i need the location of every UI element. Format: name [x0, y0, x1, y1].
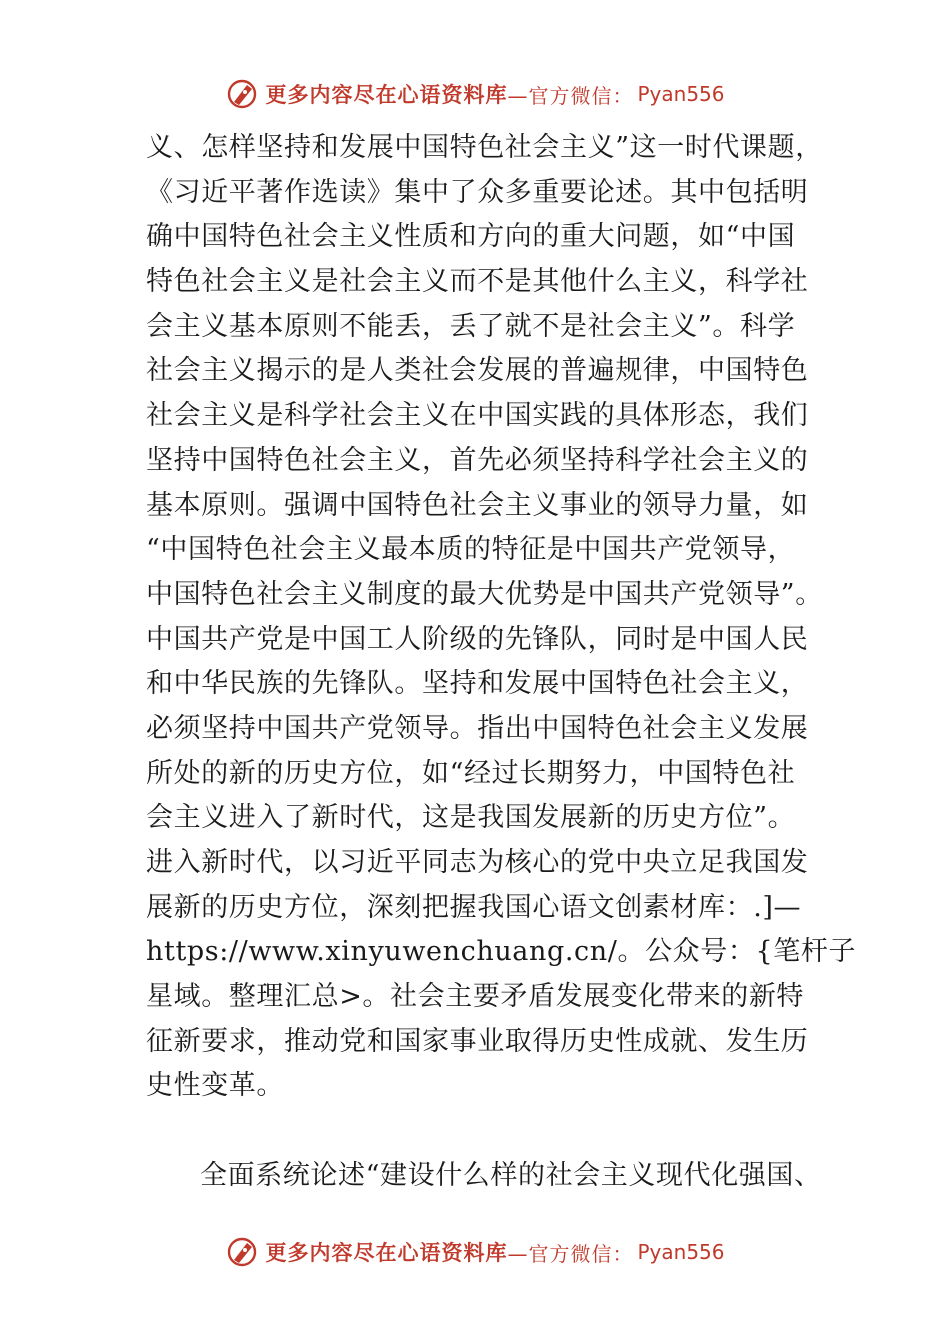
body-line: 会主义基本原则不能丢，丢了就不是社会主义”。科学 — [146, 310, 796, 342]
body-line: 中国共产党是中国工人阶级的先锋队，同时是中国人民 — [146, 623, 809, 655]
body-line: 和中华民族的先锋队。坚持和发展中国特色社会主义， — [146, 668, 809, 700]
body-line: 必须坚持中国共产党领导。指出中国特色社会主义发展 — [146, 712, 809, 744]
footer-banner-wechat-id: Pyan556 — [637, 1240, 725, 1264]
body-line: 展新的历史方位，深刻把握我国心语文创素材库：.]— — [146, 891, 802, 923]
body-line: 进入新时代，以习近平同志为核心的党中央立足我国发 — [146, 847, 809, 878]
paragraph-gap — [146, 1109, 814, 1154]
header-banner — [0, 74, 950, 114]
body-line: 社会主义是科学社会主义在中国实践的具体形态，我们 — [146, 400, 809, 432]
body-line: 坚持中国特色社会主义，首先必须坚持科学社会主义的 — [146, 444, 809, 476]
body-line: 征新要求，推动党和国家事业取得历史性成就、发生历 — [146, 1025, 809, 1057]
footer-banner — [0, 1232, 950, 1272]
body-line: 基本原则。强调中国特色社会主义事业的领导力量，如 — [146, 489, 809, 521]
body-line: “中国特色社会主义最本质的特征是中国共产党领导， — [146, 534, 796, 566]
header-banner-title: 更多内容尽在心语资料库 — [265, 83, 508, 107]
header-banner-wechat-id: Pyan556 — [637, 82, 725, 106]
body-line: 所处的新的历史方位，如“经过长期努力，中国特色社 — [146, 757, 796, 789]
body-line: 《习近平著作选读》集中了众多重要论述。其中包括明 — [146, 176, 809, 208]
body-line: 会主义进入了新时代，这是我国发展新的历史方位”。 — [146, 802, 796, 834]
body-line: 义、怎样坚持和发展中国特色社会主义”这一时代课题， — [146, 132, 823, 163]
paragraph2-first-line: 全面系统论述“建设什么样的社会主义现代化强国、 — [200, 1159, 822, 1191]
header-banner-wechat-label: —官方微信： — [507, 83, 634, 108]
document-body — [146, 126, 857, 1199]
footer-banner-wechat-label: —官方微信： — [507, 1241, 634, 1266]
body-line: 社会主义揭示的是人类社会发展的普遍规律，中国特色 — [146, 355, 809, 387]
pen-nib-logo-icon — [225, 1235, 259, 1269]
body-line-url: https://www.xinyuwenchuang.cn/。公众号：{笔杆子 — [146, 936, 857, 968]
body-line: 星域。整理汇总>。社会主要矛盾发展变化带来的新特 — [146, 981, 805, 1013]
pen-nib-logo-icon — [225, 77, 259, 111]
footer-banner-title: 更多内容尽在心语资料库 — [265, 1241, 508, 1265]
body-line: 特色社会主义是社会主义而不是其他什么主义，科学社 — [146, 266, 809, 298]
body-line: 中国特色社会主义制度的最大优势是中国共产党领导”。 — [146, 578, 823, 610]
body-line: 史性变革。 — [146, 1070, 284, 1102]
body-line: 确中国特色社会主义性质和方向的重大问题，如“中国 — [146, 221, 796, 253]
